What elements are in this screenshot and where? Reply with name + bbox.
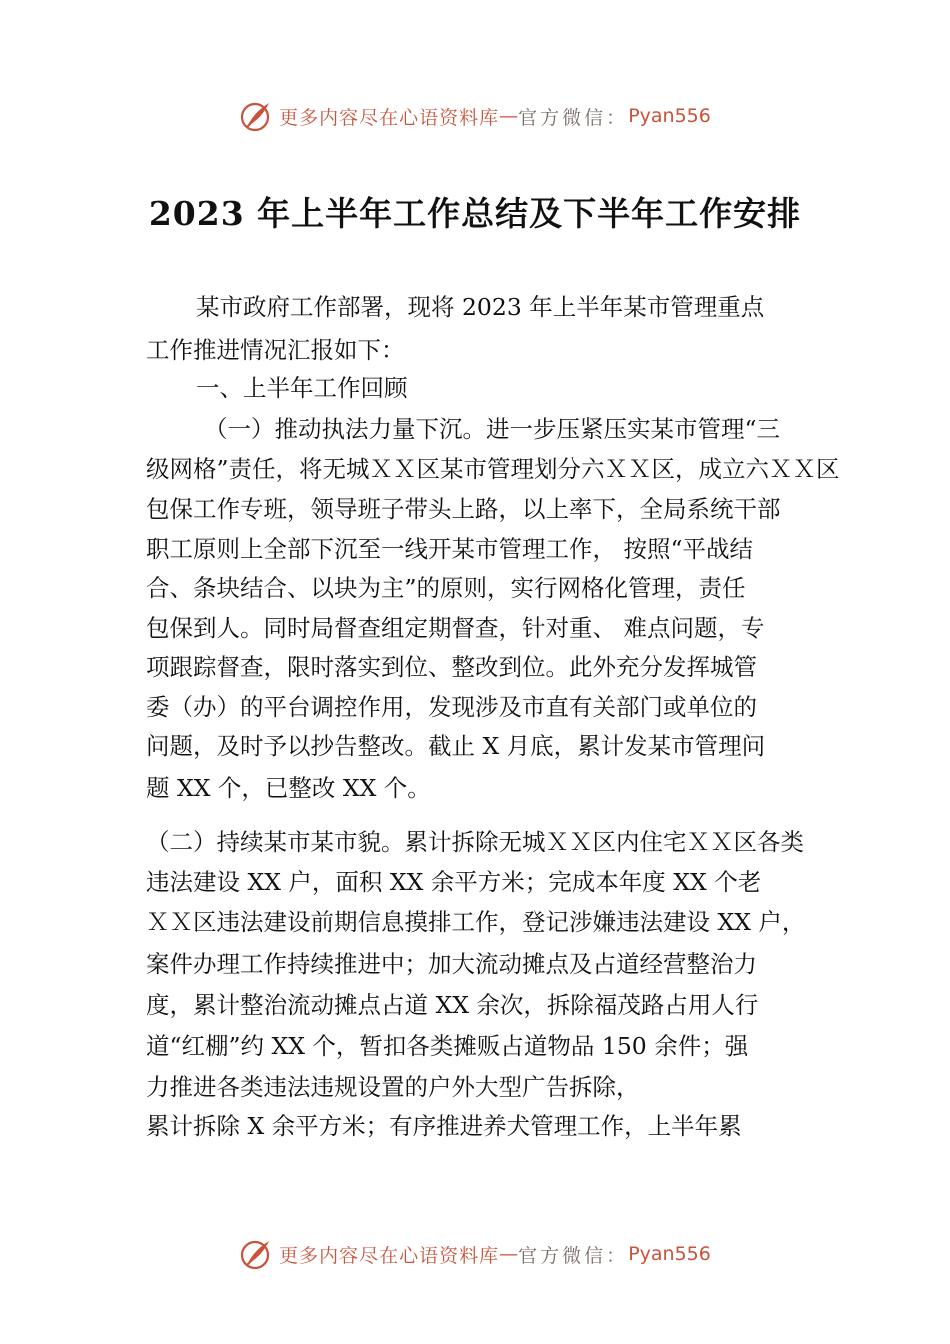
section-heading: 一、上半年工作回顾 (196, 374, 408, 402)
watermark-separator: — (499, 105, 519, 127)
footer-watermark (0, 1234, 950, 1274)
body-line: 题 XX 个，已整改 XX 个。 (146, 774, 431, 802)
body-line: 某市政府工作部署，现将 2023 年上半年某市管理重点 (196, 293, 765, 321)
header-watermark (0, 96, 950, 136)
body-line: 合、条块结合、以块为主”的原则，实行网格化管理，责任 (146, 574, 746, 602)
body-line: 力推进各类违法违规设置的户外大型广告拆除， (146, 1073, 640, 1101)
body-line: 包保工作专班，领导班子带头上路，以上率下，全局系统干部 (146, 495, 781, 523)
body-line: 包保到人。同时局督查组定期督查，针对重、 难点问题，专 (146, 614, 765, 642)
watermark-wechat-id: Pyan556 (628, 105, 711, 127)
body-line: 项跟踪督查，限时落实到位、整改到位。此外充分发挥城管 (146, 653, 757, 681)
watermark-official-label: 官方微信： (518, 106, 629, 129)
body-line: 委（办）的平台调控作用，发现涉及市直有关部门或单位的 (146, 693, 757, 721)
body-line: 级网格”责任，将无城ＸＸ区某市管理划分六ＸＸ区，成立六ＸＸ区 (146, 455, 840, 483)
quill-feather-logo-icon (239, 1237, 273, 1271)
body-line: ＸＸ区违法建设前期信息摸排工作，登记涉嫌违法建设 XX 户， (146, 908, 806, 936)
body-line: 度，累计整治流动摊点占道 XX 余次，拆除福茂路占用人行 (146, 991, 759, 1019)
body-line: 案件办理工作持续推进中；加大流动摊点及占道经营整治力 (146, 950, 757, 978)
page-title: 2023 年上半年工作总结及下半年工作安排 (148, 194, 802, 233)
quill-feather-logo-icon (239, 99, 273, 133)
watermark-official-label: 官方微信： (518, 1244, 629, 1267)
body-line: （一）推动执法力量下沉。进一步压紧压实某市管理“三 (204, 415, 781, 443)
watermark-separator: — (499, 1243, 519, 1265)
body-line: 道“红棚”约 XX 个，暂扣各类摊贩占道物品 150 余件；强 (146, 1032, 749, 1060)
body-line: 工作推进情况汇报如下： (146, 336, 405, 364)
body-line: 问题，及时予以抄告整改。截止 X 月底，累计发某市管理问 (146, 732, 766, 760)
watermark-wechat-id: Pyan556 (628, 1243, 711, 1265)
body-line: 职工原则上全部下沉至一线开某市管理工作， 按照“平战结 (146, 535, 753, 563)
watermark-text: 更多内容尽在心语资料库 (279, 1244, 500, 1267)
watermark-text: 更多内容尽在心语资料库 (279, 106, 500, 129)
body-line: （二）持续某市某市貌。累计拆除无城ＸＸ区内住宅ＸＸ区各类 (146, 828, 804, 856)
body-line: 累计拆除 X 余平方米；有序推进养犬管理工作，上半年累 (146, 1112, 742, 1140)
body-line: 违法建设 XX 户，面积 XX 余平方米；完成本年度 XX 个老 (146, 868, 762, 896)
